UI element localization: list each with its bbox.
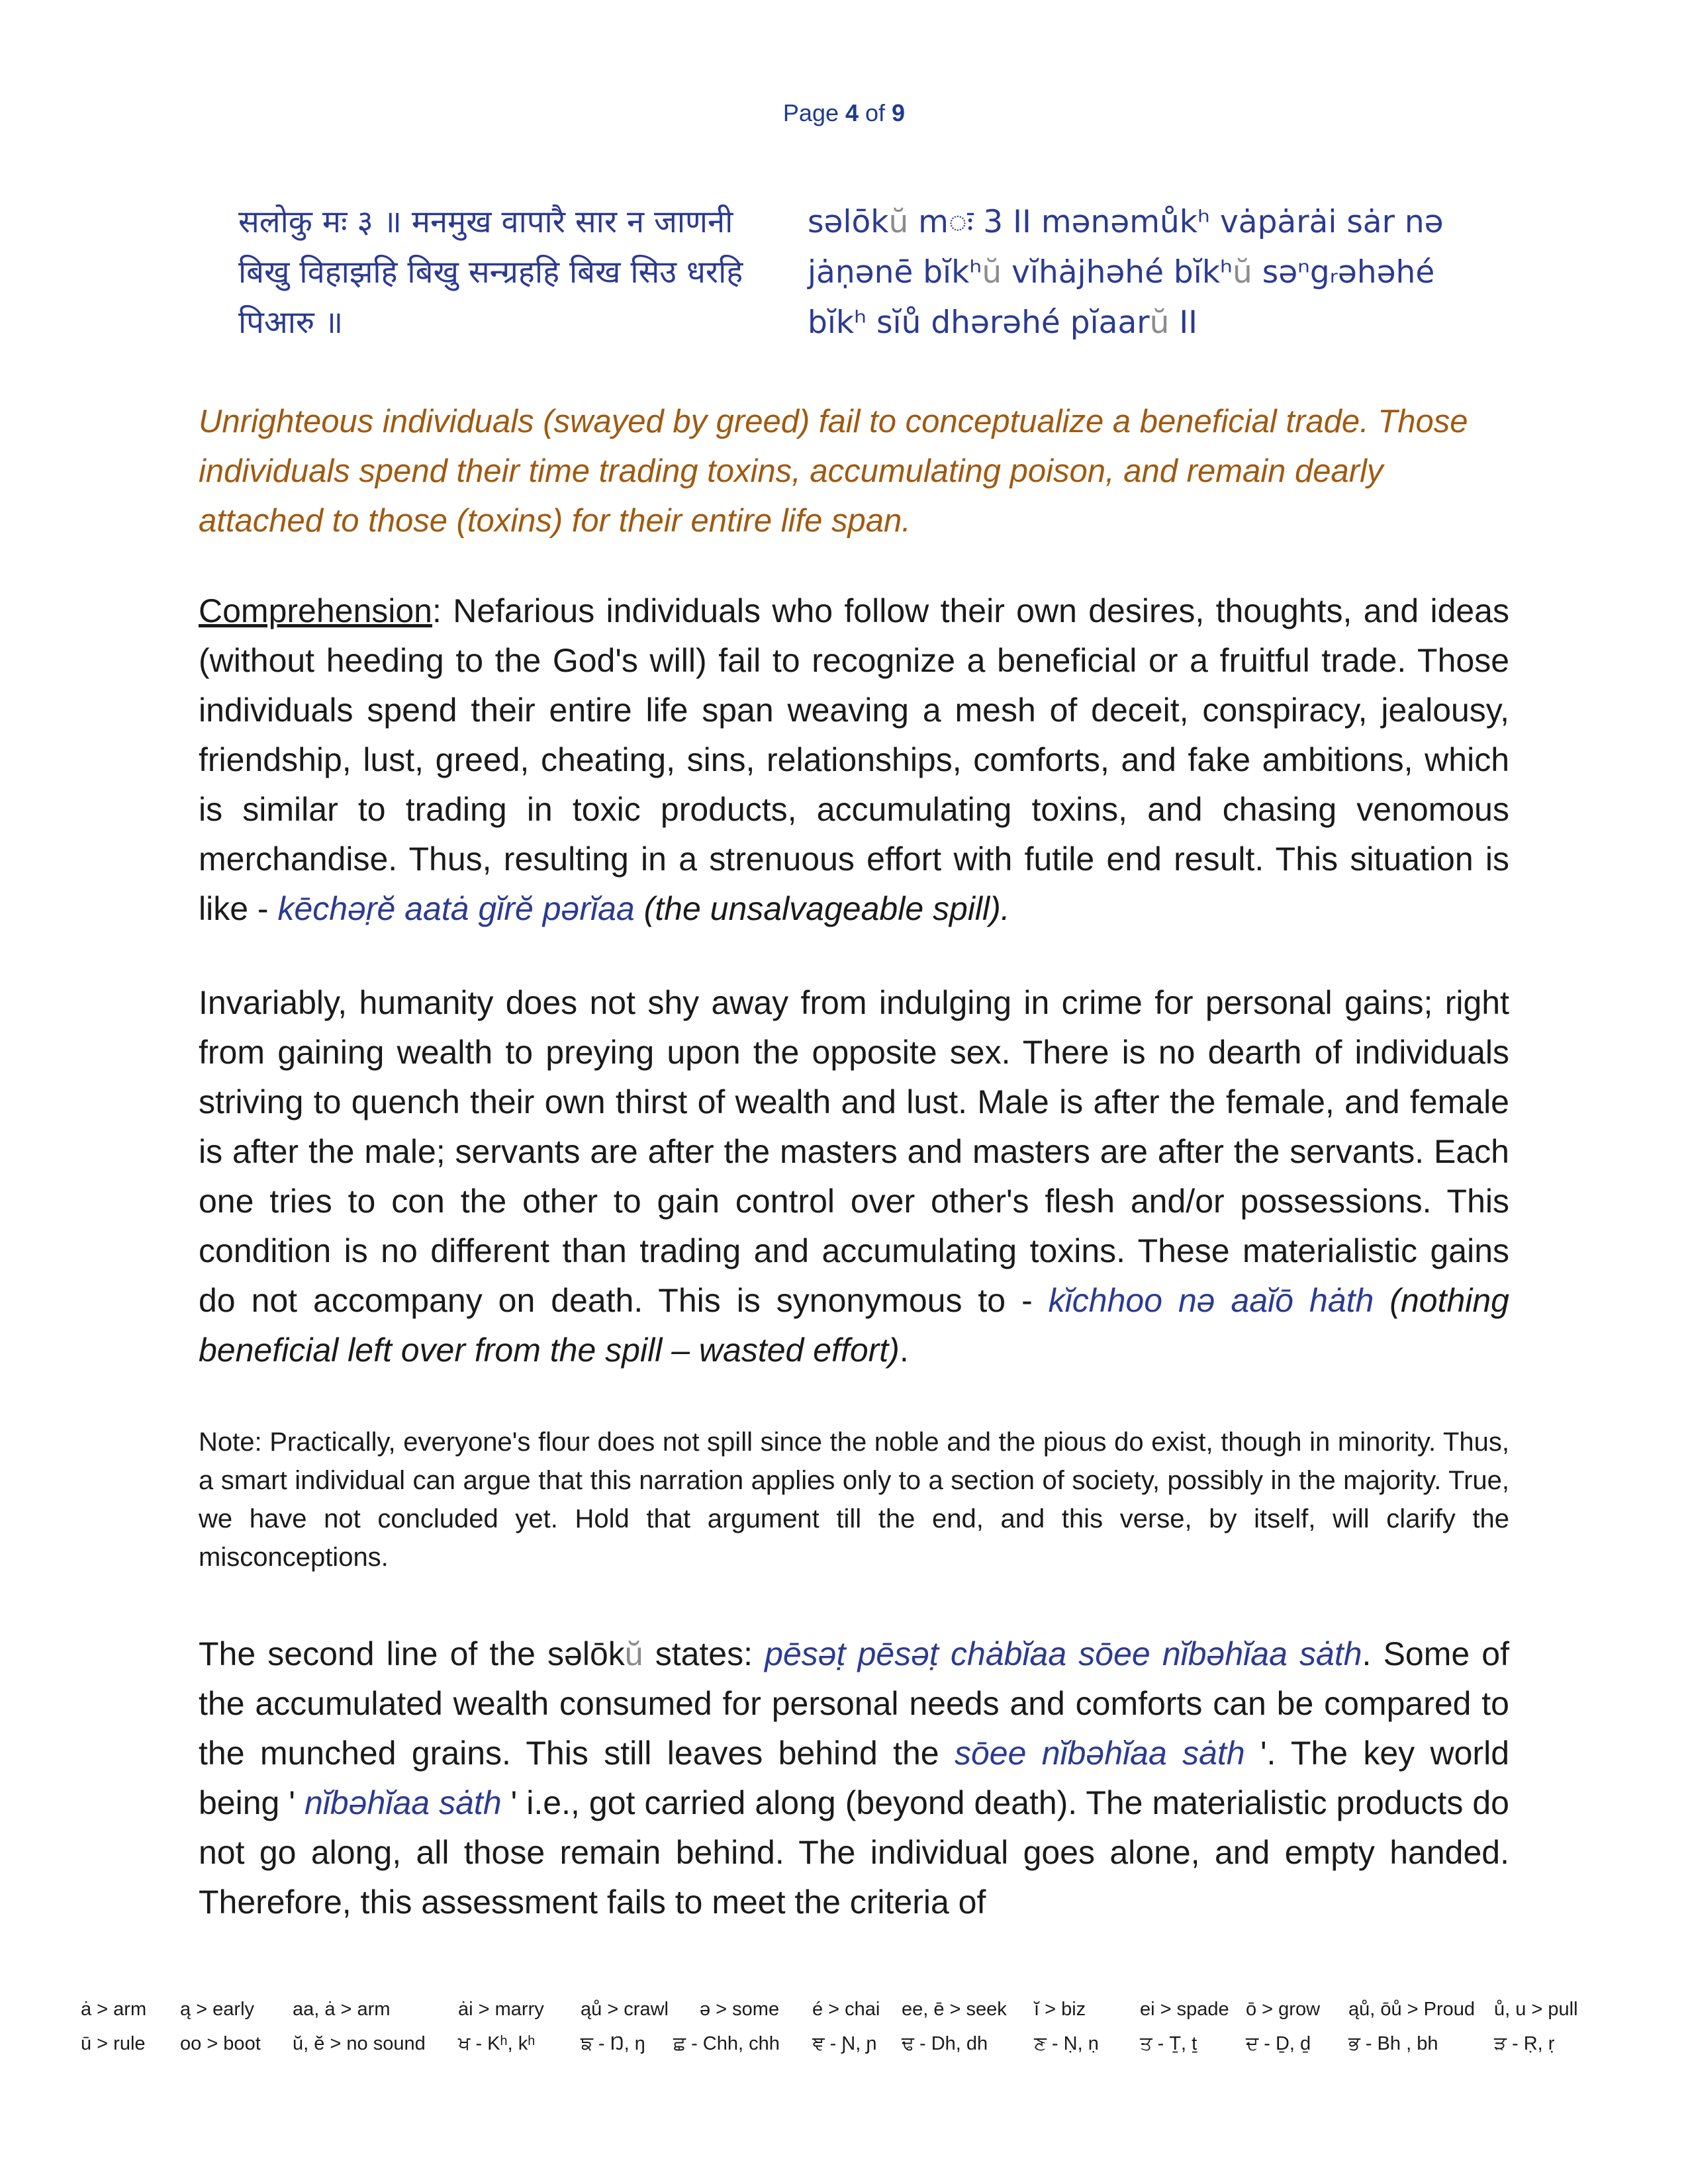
legend-item: ąů > crawl — [581, 1999, 669, 2020]
legend-item: ū > rule — [81, 2033, 146, 2054]
transliterated-phrase: kēchəṛĕ aatȧ gĭrĕ pərĭaa — [277, 890, 635, 927]
gurmukhi-line: पिआरु ॥ — [238, 304, 344, 341]
legend-item: ਭ - Bh , bh — [1348, 2033, 1438, 2054]
legend-item: ਞ - Ɲ, ɲ — [812, 2033, 877, 2054]
legend-item: ō > grow — [1246, 1999, 1321, 2020]
transliterated-phrase: kĭchhoo nə aaĭō hȧth — [1048, 1282, 1374, 1319]
body-paragraph: Invariably, humanity does not shy away from indulging in crime for personal gains; right from gaining wealth to preying upon the opposite sex. There is no dearth of individuals striving to quench their own thirst of wealth and lust. Male is after the female, and female is after the male; servants are after the masters and masters are after the servants. Each one tries to con the other to gain control over other's flesh and/or possessions. This condition is no different than trading and accumulating toxins. These materialistic gains do not accompany on death. This is synonymous to - kĭchhoo nə aaĭō hȧth (nothing beneficial left over from the spill – wasted effort). — [199, 984, 1509, 1369]
gurmukhi-line: बिखु विहाझहि बिखु सन्ग्रहहि बिख सिउ धरहि — [238, 254, 743, 291]
page-number: Page 4 of 9 — [782, 99, 906, 126]
legend-item: ਖ - Kʰ, kʰ — [458, 2033, 536, 2054]
legend-item: ĭ > biz — [1034, 1999, 1086, 2020]
legend-item: ਛ - Chh, chh — [673, 2033, 780, 2054]
legend-item: ů, u > pull — [1494, 1999, 1578, 2020]
legend-item: ȧ > arm — [81, 1999, 147, 2020]
note-paragraph: Note: Practically, everyone's flour does not spill since the noble and the pious do exist, though in minority. Thus, a smart individual can argue that this narration applies only to a section of society, possibly in the majority. True, we have not concluded yet. Hold that argument till the end, and this verse, by itself, will clarify the misconceptions. — [199, 1428, 1509, 1572]
verse-gurmukhi — [238, 197, 788, 348]
legend-item: ee, ē > seek — [902, 1999, 1007, 2020]
legend-item: ȧi > marry — [458, 1999, 544, 2020]
legend-item: é > chai — [812, 1999, 880, 2020]
transliterated-phrase: pēsəṭ pēsəṭ chȧbĭaa sōee nĭbəhĭaa sȧth — [765, 1635, 1362, 1672]
legend-item: ਢ - Dh, dh — [902, 2033, 988, 2054]
transliterated-phrase: nĭbəhĭaa sȧth — [305, 1784, 502, 1821]
legend-item: ਤ - Ṯ, ṯ — [1140, 2033, 1197, 2054]
translit-line: jȧṇənē bĭkʰŭ vĭhȧjhəhé bĭkʰŭ səⁿgᵣəhəhé — [808, 254, 1435, 291]
pronunciation-legend — [81, 1999, 1617, 2068]
legend-item: ąů, ōů > Proud — [1348, 1999, 1476, 2020]
legend-item: ਣ - Ṇ, ṇ — [1034, 2033, 1099, 2054]
comprehension-paragraph: Comprehension: Nefarious individuals who follow their own desires, thoughts, and ideas (without heeding to the God's will) fail to recognize a beneficial or a fruitful trade. Those individuals spend their entire life span weaving a mesh of deceit, conspiracy, jealousy, friendship, lust, greed, cheating, sins, relationships, comforts, and fake ambitions, which is similar to trading in toxic products, accumulating toxins, and chasing venomous merchandise. Thus, resulting in a strenuous effort with futile end result. This situation is like - kēchəṛĕ aatȧ gĭrĕ pərĭaa (the unsalvageable spill). — [199, 592, 1509, 927]
gurmukhi-line: सलोकु मः ३ ॥ मनमुख वापारै सार न जाणनी — [238, 204, 733, 240]
legend-item: ਦ - Ḏ, ḏ — [1246, 2033, 1311, 2054]
comprehension-label: Comprehension — [199, 592, 432, 629]
transliterated-phrase: sōee nĭbəhĭaa sȧth — [954, 1735, 1245, 1772]
legend-item: oo > boot — [180, 2033, 261, 2054]
legend-row — [81, 2033, 1617, 2068]
legend-item: ą > early — [180, 1999, 255, 2020]
body-paragraph: The second line of the səlōkŭ states: pēsəṭ pēsəṭ chȧbĭaa sōee nĭbəhĭaa sȧth. Some of the accumulated wealth consumed for personal needs and comforts can be compared to the munched grains. This still leaves behind the sōee nĭbəhĭaa sȧth '. The key world being ' nĭbəhĭaa sȧth ' i.e., got carried along (beyond death). The materialistic products do not go along, all those remain behind. The individual goes alone, and empty handed. Therefore, this assessment fails to meet the criteria of — [199, 1635, 1510, 1921]
legend-row — [81, 1999, 1617, 2033]
verse-translation: Unrighteous individuals (swayed by greed) fail to conceptualize a beneficial trade. Those individuals spend their time trading toxins, accumulating poison, and remain dearly attached to those (toxins) for their entire life span. — [199, 404, 1468, 539]
legend-item: ਙ - Ŋ, ŋ — [581, 2033, 645, 2054]
verse-block — [238, 197, 1496, 348]
legend-item: ŭ, ĕ > no sound — [293, 2033, 426, 2054]
verse-transliteration — [788, 197, 1496, 348]
legend-item: ə > some — [700, 1999, 780, 2020]
legend-item: ੜ - Ṛ, ṛ — [1494, 2033, 1555, 2054]
legend-item: ei > spade — [1140, 1999, 1229, 2020]
translit-line: səlōkŭ mः 3 II mənəmůkʰ vȧpȧrȧi sȧr nə — [808, 204, 1444, 240]
translit-line: bĭkʰ sĭů dhərəhé pĭaarŭ II — [808, 304, 1198, 341]
legend-item: aa, ȧ > arm — [293, 1999, 391, 2020]
